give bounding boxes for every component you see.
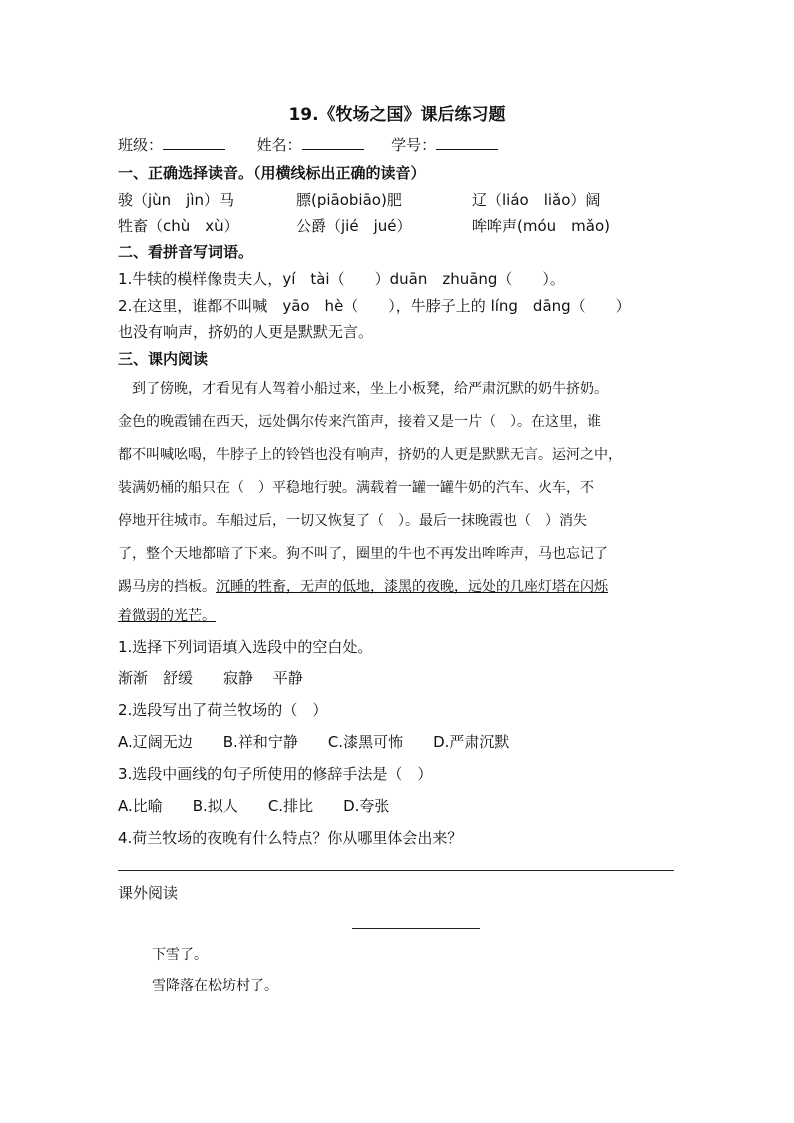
section3-question-4: 4.荷兰牧场的夜晚有什么特点？你从哪里体会出来？ [118, 829, 463, 847]
pinyin-item-4: 牲畜（chù xù） [118, 217, 239, 235]
passage-line: 了，整个天地都暗了下来。狗不叫了，圈里的牛也不再发出哞哞声，马也忘记了 [118, 546, 608, 562]
answer-line[interactable] [118, 870, 674, 871]
section2-question-2: 2.在这里，谁都不叫喊 yāo hè（ ），牛脖子上的 líng dāng（ ） [118, 297, 631, 315]
section2-heading: 二、看拼音写词语。 [118, 243, 254, 261]
section1-heading: 一、正确选择读音。（用横线标出正确的读音） [118, 164, 426, 182]
extra-title-blank[interactable] [352, 928, 480, 929]
page-title: 19.《牧场之国》课后练习题 [288, 105, 506, 125]
section3-heading: 三、课内阅读 [118, 350, 209, 368]
word-choices: 渐渐 舒缓 寂静 平静 [118, 669, 303, 687]
section3-question-2: 2.选段写出了荷兰牧场的（ ） [118, 701, 328, 719]
section3-question-1: 1.选择下列词语填入选段中的空白处。 [118, 638, 373, 656]
passage-line: 装满奶桶的船只在（ ）平稳地行驶。满载着一罐一罐牛奶的汽车、火车，不 [118, 480, 594, 496]
passage-line-7 [118, 576, 608, 596]
extra-reading-heading: 课外阅读 [118, 884, 179, 902]
pinyin-item-6: 哞哞声(móu mǎo) [472, 217, 610, 235]
pinyin-item-3: 辽（liáo liǎo）阔 [472, 191, 601, 209]
class-label: 班级： [118, 136, 164, 154]
reading-passage [118, 378, 674, 624]
extra-line-2: 雪降落在松坊村了。 [152, 978, 278, 994]
pinyin-item-2: 膘(piāobiāo)肥 [296, 191, 402, 209]
student-info-row [118, 134, 498, 155]
pinyin-item-1: 骏（jùn jìn）马 [118, 191, 235, 209]
name-label: 姓名： [256, 136, 302, 154]
section2-question-2-cont: 也没有响声，挤奶的人更是默默无言。 [118, 323, 374, 341]
passage-line-7-text: 踢马房的挡板。 [118, 579, 216, 595]
passage-line: 都不叫喊吆喝，牛脖子上的铃铛也没有响声，挤奶的人更是默默无言。运河之中， [118, 447, 622, 463]
passage-line: 金色的晚霞铺在西天，远处偶尔传来汽笛声，接着又是一片（ ）。在这里，谁 [118, 414, 601, 430]
id-field[interactable] [436, 135, 498, 150]
question-2-options: A.辽阔无边 B.祥和宁静 C.漆黑可怖 D.严肃沉默 [118, 733, 510, 751]
section2-question-1: 1.牛犊的模样像贵夫人，yí tài（ ）duān zhuāng（ ）。 [118, 270, 565, 288]
extra-line-1: 下雪了。 [152, 947, 208, 963]
id-label: 学号： [391, 136, 437, 154]
name-field[interactable] [302, 135, 364, 150]
passage-line: 到了傍晚，才看见有人驾着小船过来，坐上小板凳，给严肃沉默的奶牛挤奶。 [118, 381, 608, 397]
class-field[interactable] [163, 135, 225, 150]
underlined-sentence-cont: 着微弱的光芒。 [118, 608, 216, 624]
question-3-options: A.比喻 B.拟人 C.排比 D.夸张 [118, 797, 390, 815]
passage-line: 停地开往城市。车船过后，一切又恢复了（ ）。最后一抹晚霞也（ ）消失 [118, 513, 587, 529]
section3-question-3: 3.选段中画线的句子所使用的修辞手法是（ ） [118, 765, 433, 783]
underlined-sentence: 沉睡的牲畜，无声的低地，漆黑的夜晚，远处的几座灯塔在闪烁 [216, 579, 608, 595]
pinyin-item-5: 公爵（jié jué） [296, 217, 412, 235]
